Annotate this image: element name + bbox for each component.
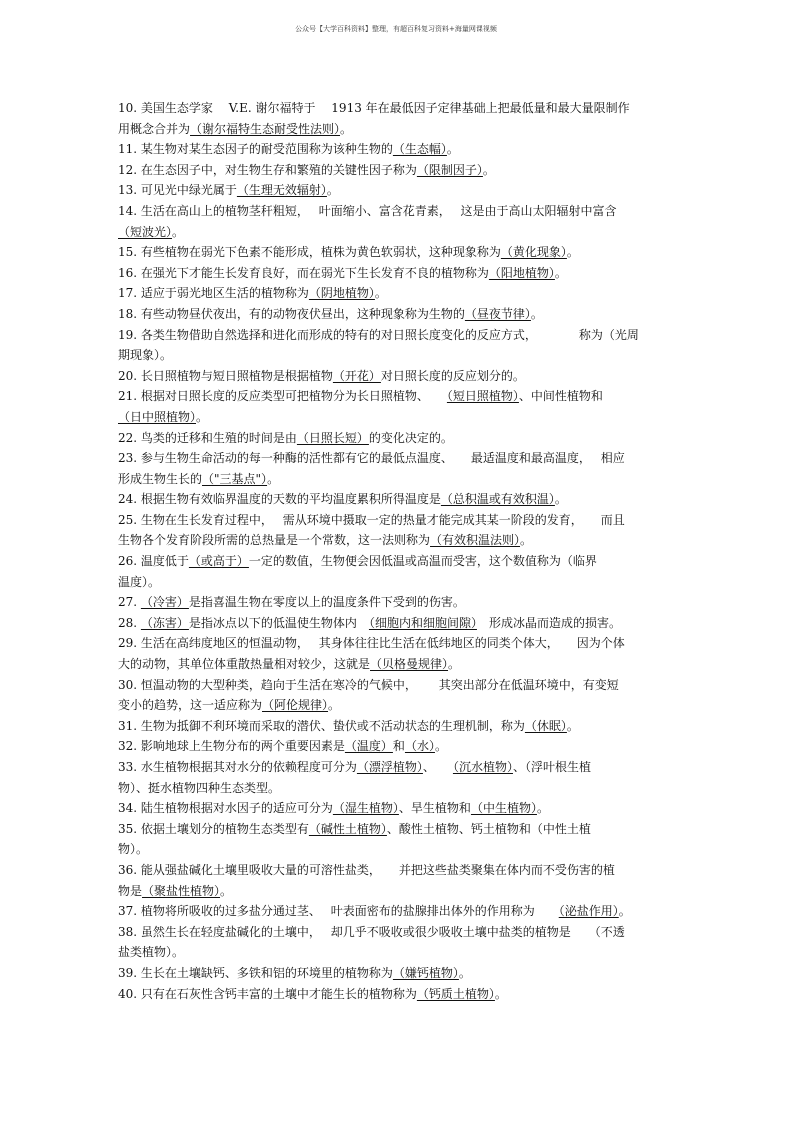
question-item: 32. 影响地球上生物分布的两个重要因素是（温度）和（水）。 (118, 739, 447, 754)
question-item: 19. 各类生物借助自然选择和进化而形成的特有的对日照长度变化的反应方式， 称为（光周 (118, 327, 639, 342)
question-item: 15. 有些植物在弱光下色素不能形成，植株为黄色软弱状，这种现象称为（黄化现象）。 (118, 245, 579, 260)
question-item-continuation: 物）、挺水植物四种生态类型。 (118, 780, 281, 795)
question-item-continuation: （日中照植物）。 (118, 409, 209, 424)
question-item: 39. 生长在土壤缺钙、多铁和铝的环境里的植物称为（嫌钙植物）。 (118, 965, 471, 980)
page-header: 公众号【大学百科资料】整理，有超百科复习资料+海量网课视频 (295, 25, 497, 33)
question-item-continuation: 盐类植物）。 (118, 945, 185, 960)
question-item: 33. 水生植物根据其对水分的依赖程度可分为（漂浮植物）、 （沉水植物）、（浮叶根生植 (118, 760, 591, 774)
question-item: 26. 温度低于（或高于）一定的数值，生物便会因低温或高温而受害，这个数值称为（临界 (118, 554, 597, 569)
question-item: 37. 植物将所吸收的过多盐分通过茎、 叶表面密布的盐腺排出体外的作用称为 （泌盐作用）。 (118, 904, 631, 919)
question-item: 35. 依据土壤划分的植物生态类型有（碱性土植物）、酸性土植物、钙土植物和（中性土植 (118, 821, 591, 836)
question-item: 24. 根据生物有效临界温度的天数的平均温度累积所得温度是（总积温或有效积温）。 (118, 492, 567, 507)
question-item-continuation: 用概念合并为（谢尔福特生态耐受性法则）。 (118, 121, 353, 136)
question-item-continuation: 生物各个发育阶段所需的总热量是一个常数，这一法则称为（有效积温法则）。 (118, 533, 533, 548)
question-item: 38. 虽然生长在轻度盐碱化的土壤中， 却几乎不吸收或很少吸收土壤中盐类的植物是 （不透 (118, 924, 625, 939)
question-item: 18. 有些动物昼伏夜出，有的动物夜伏昼出，这种现象称为生物的（昼夜节律）。 (118, 306, 543, 321)
question-item: 34. 陆生植物根据对水因子的适应可分为（湿生植物）、旱生植物和（中生植物）。 (118, 801, 549, 816)
question-item: 28. （冻害）是指冰点以下的低温使生物体内 （细胞内和细胞间隙） 形成冰晶而造成的损害。 (118, 615, 621, 630)
question-item: 40. 只有在石灰性含钙丰富的土壤中才能生长的植物称为（钙质土植物）。 (118, 986, 507, 1001)
question-item: 27. （冷害）是指喜温生物在零度以上的温度条件下受到的伤害。 (118, 595, 465, 610)
question-item-continuation: 大的动物，其单位体重散热量相对较少，这就是（贝格曼规律）。 (118, 657, 461, 672)
question-item-continuation: 物是（聚盐性植物）。 (118, 883, 233, 898)
question-item: 17. 适应于弱光地区生活的植物称为（阴地植物）。 (118, 286, 387, 301)
question-item-continuation: 形成生物生长的（"三基点"）。 (118, 471, 280, 486)
question-item: 11. 某生物对某生态因子的耐受范围称为该种生物的（生态幅）。 (118, 142, 459, 157)
question-item: 14. 生活在高山上的植物茎秆粗短， 叶面缩小、富含花青素， 这是由于高山太阳辐射中富含 (118, 203, 617, 218)
question-item: 21. 根据对日照长度的反应类型可把植物分为长日照植物、 （短日照植物）、中间性植物和 (118, 389, 603, 404)
question-item-continuation: （短波光）。 (118, 224, 185, 239)
question-item-continuation: 期现象）。 (118, 348, 173, 363)
question-item: 13. 可见光中绿光属于（生理无效辐射）。 (118, 183, 339, 198)
question-list (118, 98, 674, 1004)
question-item: 25. 生物在生长发育过程中， 需从环境中摄取一定的热量才能完成其某一阶段的发育， 而且 (118, 512, 625, 527)
question-item-continuation: 温度）。 (118, 574, 161, 589)
question-item: 31. 生物为抵御不利环境而采取的潜伏、蛰伏或不活动状态的生理机制，称为（休眠）。 (118, 718, 579, 733)
question-item-continuation: 物）。 (118, 842, 149, 857)
question-item: 20. 长日照植物与短日照植物是根据植物（开花）对日照长度的反应划分的。 (118, 368, 525, 383)
question-item: 23. 参与生物生命活动的每一种酶的活性都有它的最低点温度、 最适温度和最高温度， 相应 (118, 451, 625, 466)
question-item: 22. 鸟类的迁移和生殖的时间是由（日照长短）的变化决定的。 (118, 430, 453, 445)
question-item: 30. 恒温动物的大型种类，趋向于生活在寒冷的气候中， 其突出部分在低温环境中，有变短 (118, 677, 619, 692)
question-item: 29. 生活在高纬度地区的恒温动物， 其身体往往比生活在低纬地区的同类个体大， 因为个体 (118, 636, 625, 651)
question-item: 12. 在生态因子中，对生物生存和繁殖的关键性因子称为（限制因子）。 (118, 162, 495, 177)
question-item: 36. 能从强盐碱化土壤里吸收大量的可溶性盐类， 并把这些盐类聚集在体内而不受伤害的植 (118, 862, 615, 877)
question-item: 10. 美国生态学家 V.E. 谢尔福特于 1913 年在最低因子定律基础上把最低量和最大量限制作 (118, 101, 630, 115)
question-item: 16. 在强光下才能生长发育良好，而在弱光下生长发育不良的植物称为（阳地植物）。 (118, 265, 567, 280)
question-item-continuation: 变小的趋势，这一适应称为（阿伦规律）。 (118, 698, 341, 713)
